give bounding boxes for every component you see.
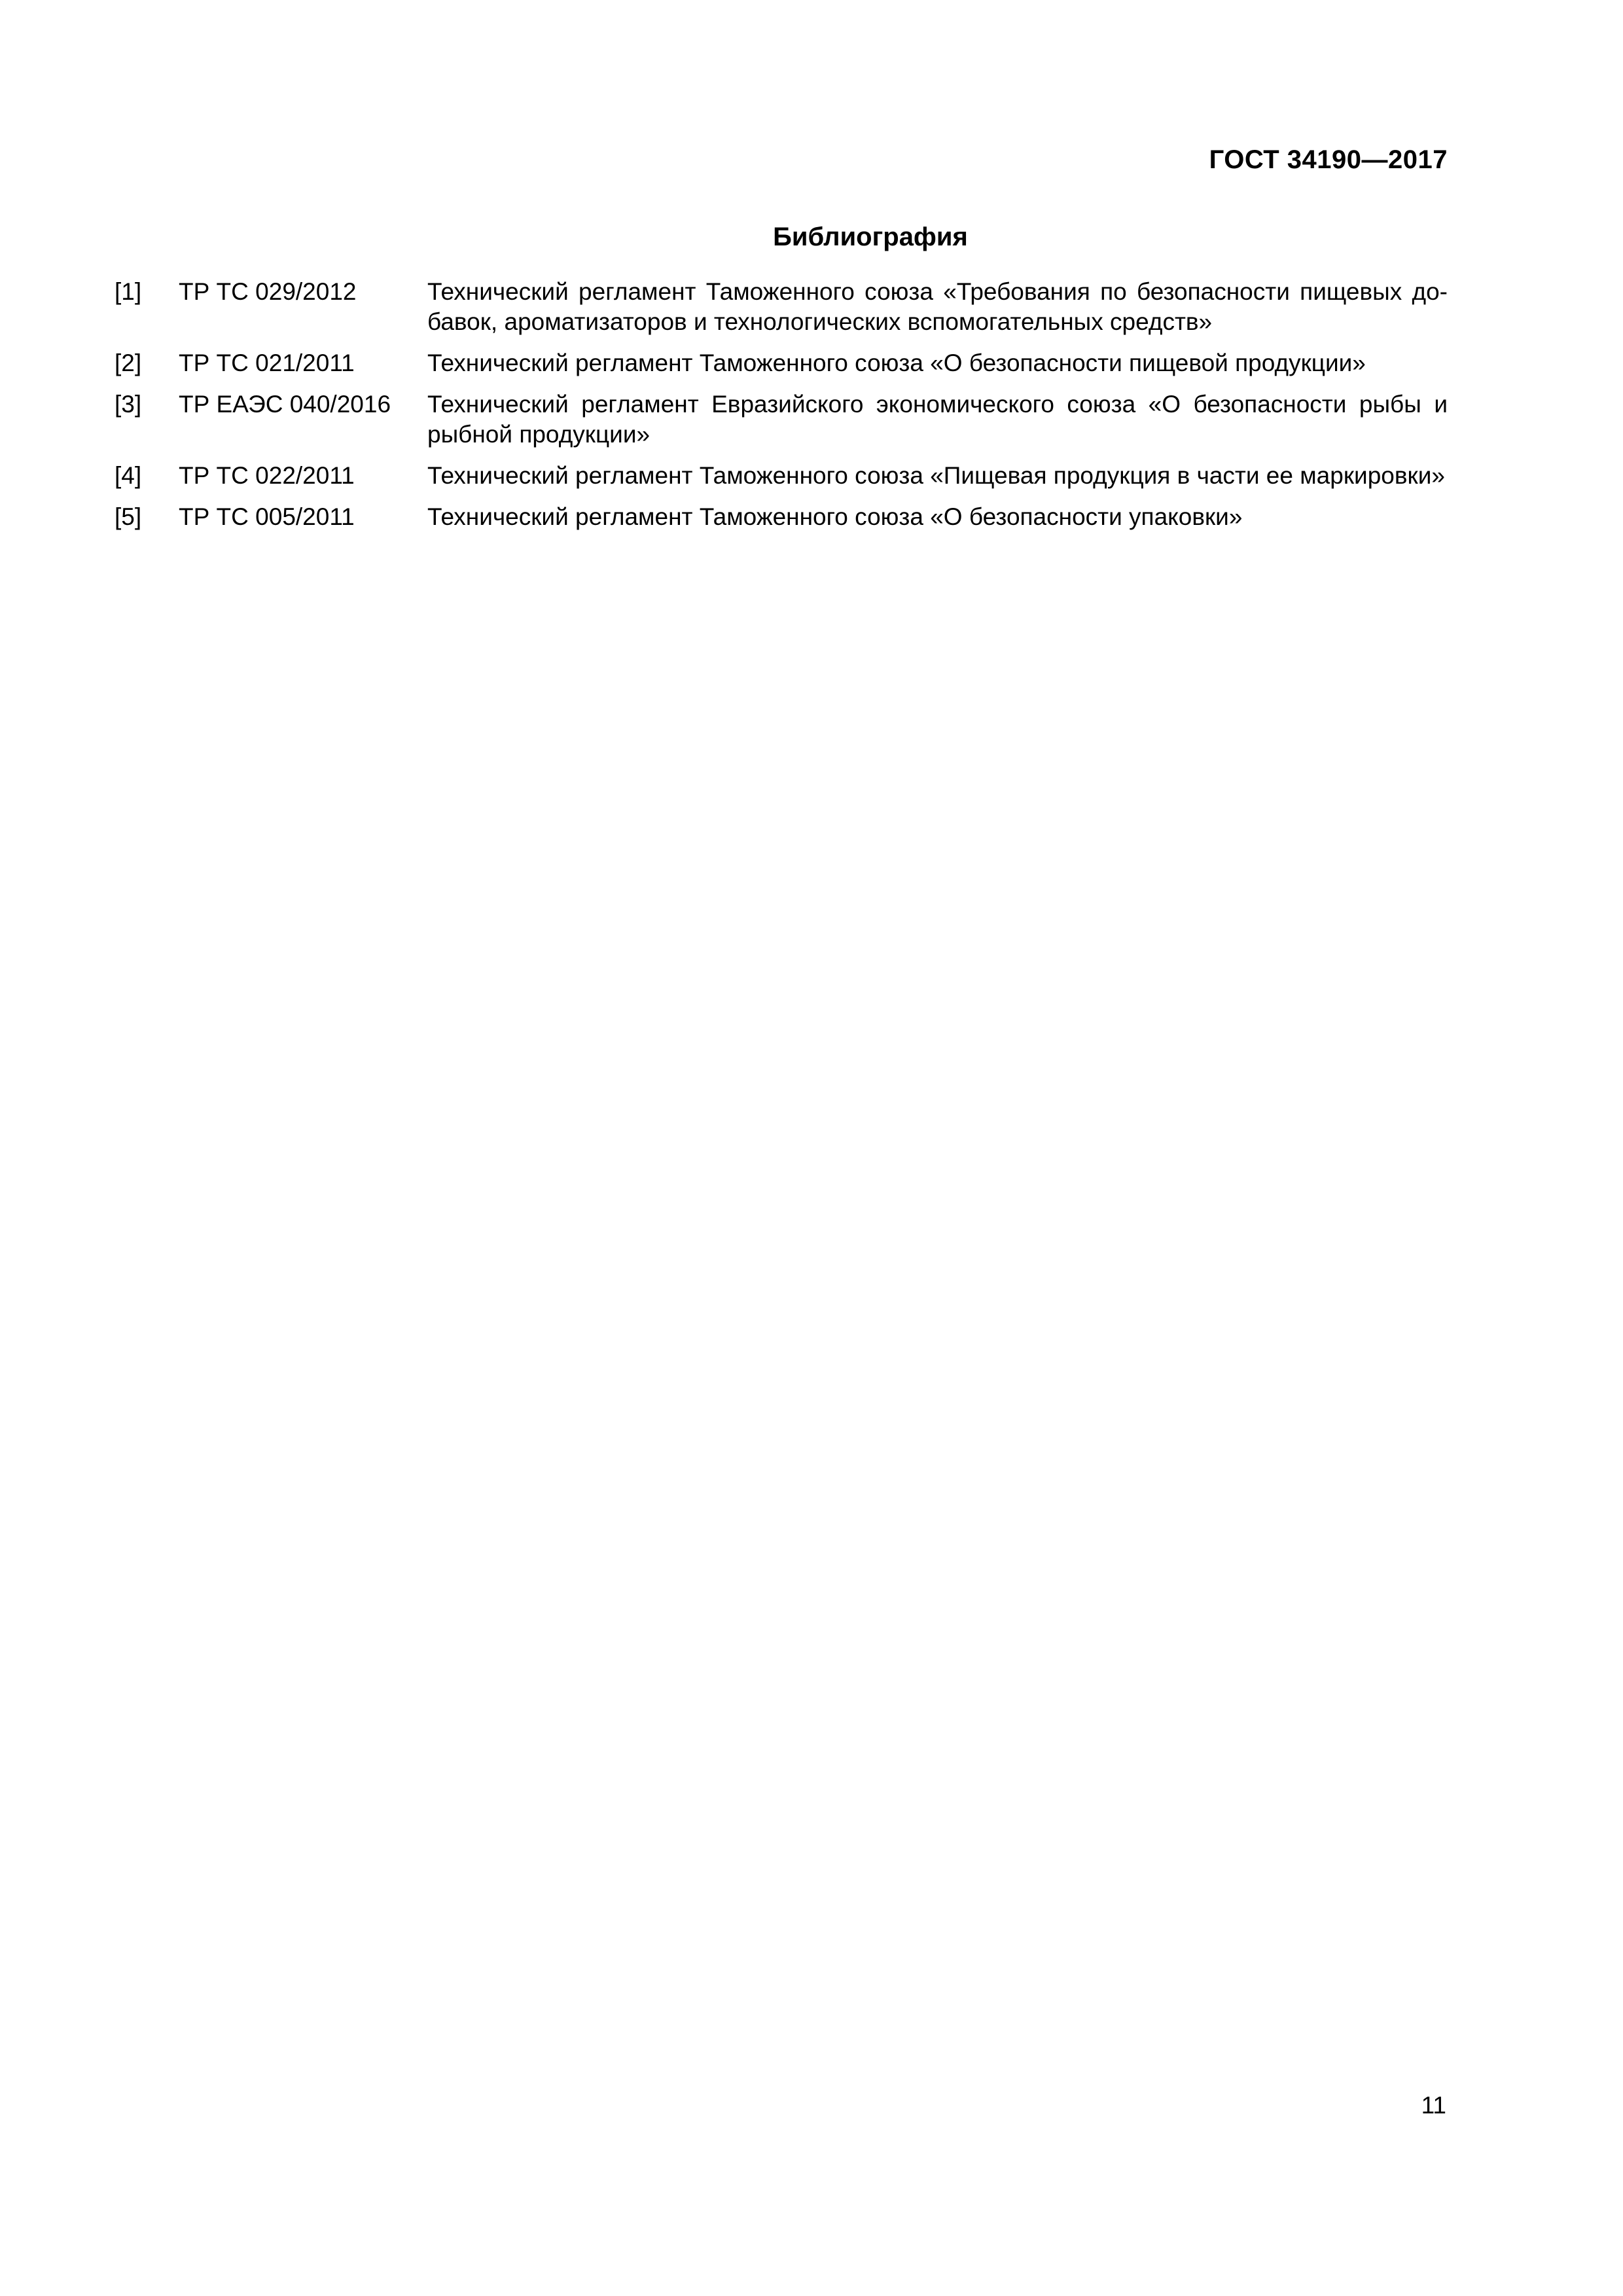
item-reference: ТР ТС 021/2011: [179, 350, 355, 376]
item-reference: ТР ТС 029/2012: [179, 278, 357, 305]
item-reference: ТР ЕАЭС 040/2016: [179, 391, 391, 418]
item-number: [1]: [115, 278, 142, 305]
item-description: Технический регламент Таможенного союза «Пищевая продукция в части ее маркировки»: [427, 462, 1445, 489]
item-reference: ТР ТС 005/2011: [179, 503, 355, 530]
bibliography-item: [115, 277, 1448, 337]
item-number: [3]: [115, 391, 142, 418]
item-description: Технический регламент Таможенного союза «Требования по безопасности пищевых до-бавок, ароматизаторов и технологических вспомогательных средств»: [427, 278, 1448, 335]
item-description: Технический регламент Таможенного союза «О безопасности упаковки»: [427, 503, 1243, 530]
item-reference: ТР ТС 022/2011: [179, 462, 355, 489]
bibliography-item: [115, 348, 1448, 378]
document-code: ГОСТ 34190—2017: [1209, 145, 1448, 174]
bibliography-list: [115, 277, 1448, 543]
item-description: Технический регламент Таможенного союза «О безопасности пищевой продукции»: [427, 350, 1366, 376]
item-description: Технический регламент Евразийского экономического союза «О безопасности рыбы и рыбной продукции»: [427, 391, 1448, 448]
section-title: Библиография: [773, 223, 968, 251]
bibliography-item: [115, 389, 1448, 450]
page-number: 11: [1421, 2092, 1446, 2119]
bibliography-item: [115, 461, 1448, 491]
item-number: [4]: [115, 462, 142, 489]
item-number: [2]: [115, 350, 142, 376]
bibliography-item: [115, 502, 1448, 532]
item-number: [5]: [115, 503, 142, 530]
